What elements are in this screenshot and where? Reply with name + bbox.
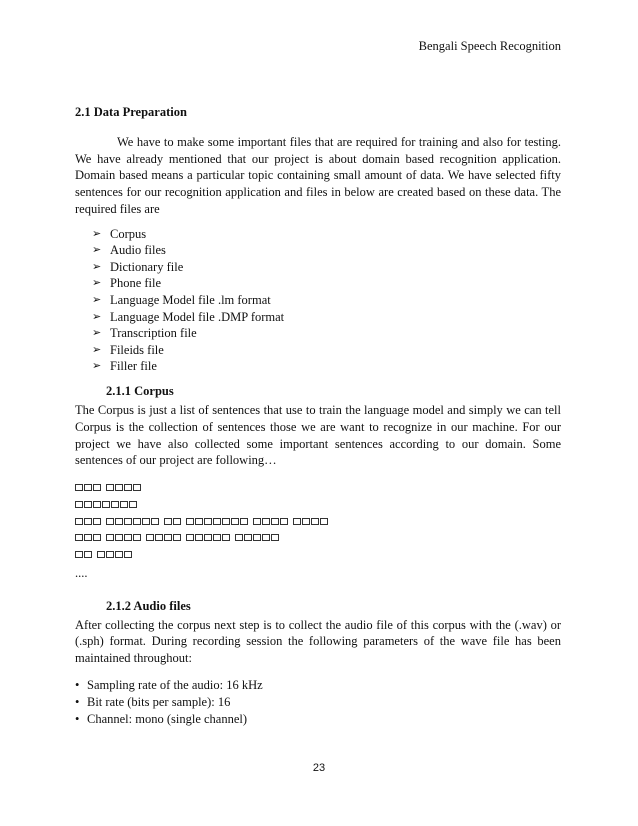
arrow-bullet-icon: ➢ (92, 259, 102, 273)
arrow-bullet-icon: ➢ (92, 359, 102, 373)
audio-params-list (75, 677, 561, 727)
list-item: • Bit rate (bits per sample): 16 (75, 694, 231, 709)
missing-glyph-icon (164, 518, 181, 525)
list-item: ➢ Corpus (92, 226, 147, 241)
missing-glyph-icon (75, 551, 92, 558)
missing-glyph-icon (75, 484, 101, 491)
list-item: • Channel: mono (single channel) (75, 711, 248, 726)
missing-glyph-icon (186, 534, 230, 541)
arrow-bullet-icon: ➢ (92, 243, 102, 257)
missing-glyph-icon (75, 534, 101, 541)
sentence-row (75, 496, 561, 513)
corpus-heading: 2.1.1 Corpus (106, 384, 174, 399)
bullet-icon: • (75, 678, 80, 693)
page-content (75, 104, 561, 727)
missing-glyph-icon (75, 518, 101, 525)
missing-glyph-icon (253, 518, 288, 525)
page-number: 23 (312, 762, 326, 774)
arrow-bullet-icon: ➢ (92, 226, 102, 240)
bullet-icon: • (75, 694, 80, 709)
bengali-sentences-unrendered (75, 479, 561, 563)
list-item: ➢ Language Model file .DMP format (92, 309, 285, 324)
bullet-icon: • (75, 711, 80, 726)
missing-glyph-icon (75, 501, 137, 508)
list-item: ➢ Filler file (92, 359, 157, 374)
missing-glyph-icon (146, 534, 181, 541)
missing-glyph-icon (293, 518, 328, 525)
sentence-row (75, 513, 561, 530)
list-item: ➢ Audio files (92, 243, 166, 258)
sentence-row (75, 479, 561, 496)
missing-glyph-icon (186, 518, 248, 525)
missing-glyph-icon (106, 484, 141, 491)
arrow-bullet-icon: ➢ (92, 293, 102, 307)
audio-paragraph: After collecting the corpus next step is to collect the audio file of this corpus with the (.wav) or (.sph) format. During recording session the following parameters of the wave file has been maintained throughout: (75, 617, 561, 666)
arrow-bullet-icon: ➢ (92, 342, 102, 356)
arrow-bullet-icon: ➢ (92, 276, 102, 290)
running-header: Bengali Speech Recognition (418, 39, 561, 53)
list-item: ➢ Dictionary file (92, 259, 184, 274)
missing-glyph-icon (97, 551, 132, 558)
list-item: ➢ Phone file (92, 276, 162, 291)
arrow-bullet-icon: ➢ (92, 326, 102, 340)
sentence-row (75, 546, 561, 563)
arrow-bullet-icon: ➢ (92, 309, 102, 323)
list-item: ➢ Fileids file (92, 342, 164, 357)
corpus-paragraph: The Corpus is just a list of sentences that use to train the language model and simply we can tell Corpus is the collection of sentences those we are want to recognize in our machine. For our project we have also collected some important sentences according to our domain. Some sentences of our project are following… (75, 402, 561, 468)
list-item: ➢ Transcription file (92, 326, 197, 341)
list-item: • Sampling rate of the audio: 16 kHz (75, 678, 263, 693)
ellipsis: .... (75, 566, 88, 581)
section-heading: 2.1 Data Preparation (75, 105, 187, 119)
missing-glyph-icon (235, 534, 279, 541)
required-files-list (75, 226, 561, 375)
audio-heading: 2.1.2 Audio files (106, 598, 191, 613)
list-item: ➢ Language Model file .lm format (92, 293, 271, 308)
missing-glyph-icon (106, 534, 141, 541)
intro-paragraph: We have to make some important files that are required for training and also for testing. We have already mentioned that our project is about domain based recognition application. Domain based means a particular topic containing small amount of data. We have selected fifty sentences for our recognition application and files in below are created based on these data. The required files are (75, 134, 561, 216)
missing-glyph-icon (106, 518, 159, 525)
sentence-row (75, 530, 561, 547)
